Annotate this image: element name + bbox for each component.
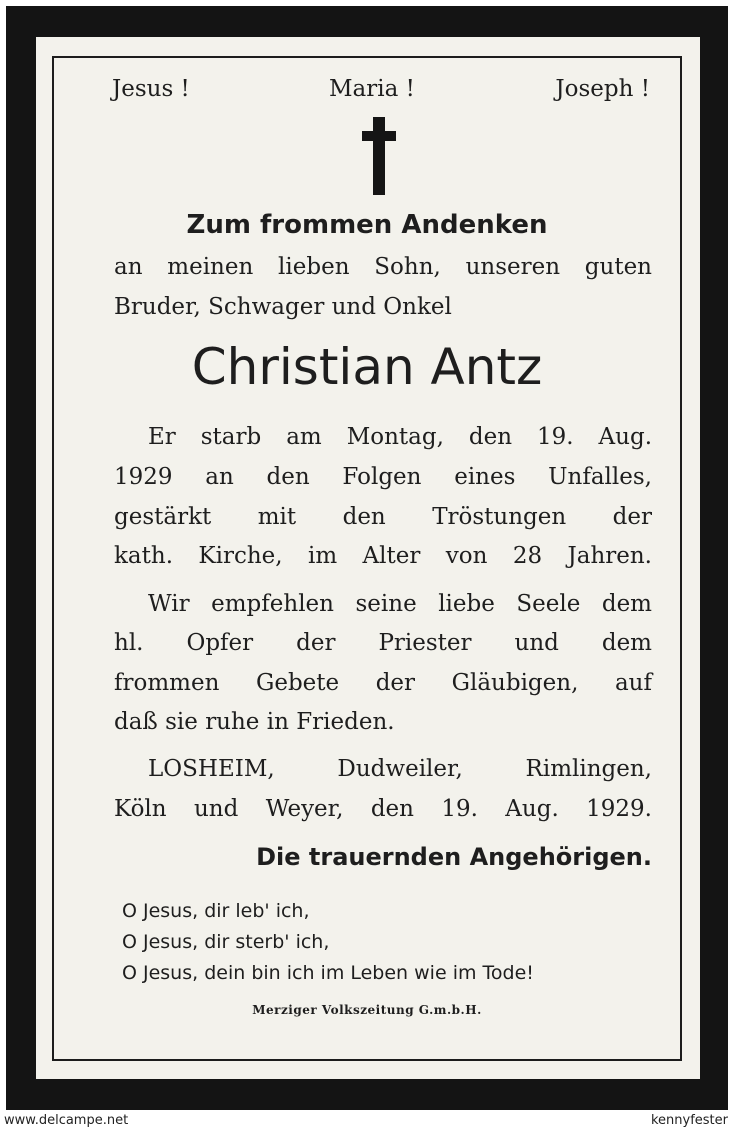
dedication-line-2: Bruder, Schwager und Onkel [114, 294, 452, 320]
invocation-maria: Maria ! [329, 76, 415, 102]
death-notice-line-1: Er starb am Montag, den 19. Aug. [148, 424, 652, 450]
signoff: Die trauernden Angehörigen. [256, 843, 652, 871]
prayer-line-2: O Jesus, dir sterb' ich, [122, 931, 330, 953]
place-date-line-2: Köln und Weyer, den 19. Aug. 1929. [114, 796, 652, 822]
recommendation-line-2: hl. Opfer der Priester und dem [114, 630, 652, 656]
place-date-line-1: LOSHEIM, Dudweiler, Rimlingen, [148, 756, 652, 782]
death-notice-line-3: gestärkt mit den Tröstungen der [114, 504, 652, 530]
recommendation-line-1: Wir empfehlen seine liebe Seele dem [148, 591, 652, 617]
dedication-line-1: an meinen lieben Sohn, unseren guten [114, 254, 652, 280]
recommendation-line-3: frommen Gebete der Gläubigen, auf [114, 670, 652, 696]
prayer-line-3: O Jesus, dein bin ich im Leben wie im Tode! [122, 962, 534, 984]
invocation-jesus: Jesus ! [112, 76, 190, 102]
watermark-site: www.delcampe.net [4, 1113, 129, 1128]
recommendation-line-4: daß sie ruhe in Frieden. [114, 709, 395, 735]
invocation-joseph: Joseph ! [555, 76, 650, 102]
death-notice-line-2: 1929 an den Folgen eines Unfalles, [114, 464, 652, 490]
death-notice-line-4: kath. Kirche, im Alter von 28 Jahren. [114, 543, 652, 569]
deceased-name: Christian Antz [191, 338, 543, 396]
printer-imprint: Merziger Volkszeitung G.m.b.H. [252, 1003, 482, 1017]
memorial-heading: Zum frommen Andenken [186, 210, 548, 240]
prayer-line-1: O Jesus, dir leb' ich, [122, 900, 310, 922]
watermark-seller: kennyfester [650, 1113, 728, 1128]
